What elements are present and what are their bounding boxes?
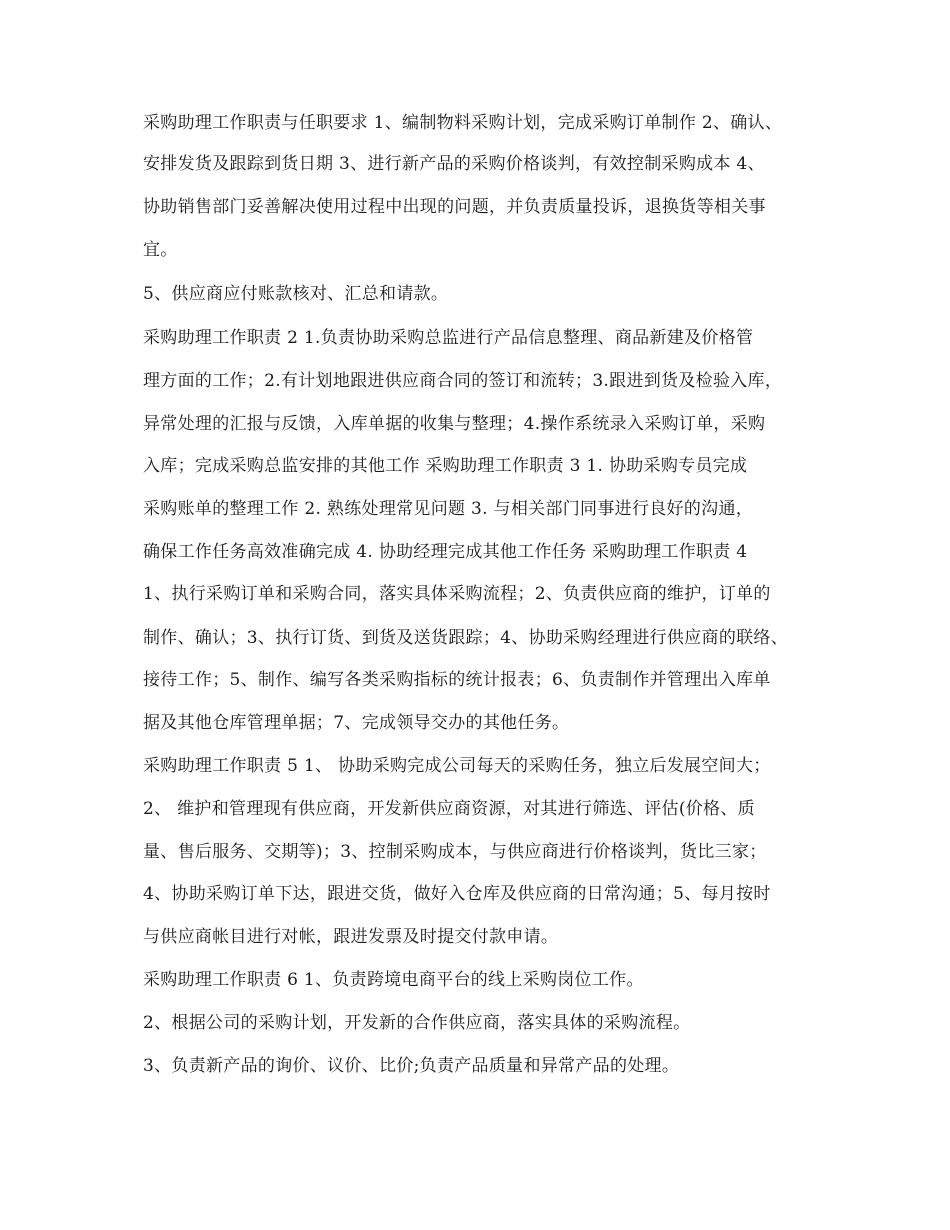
text-line: 宜。: [143, 240, 178, 260]
text-line: 与供应商帐目进行对帐，跟进发票及时提交付款申请。: [143, 927, 559, 947]
text-line: 据及其他仓库管理单据；7、完成领导交办的其他任务。: [143, 713, 570, 733]
text-line: 2、根据公司的采购计划，开发新的合作供应商，落实具体的采购流程。: [143, 1013, 691, 1033]
text-line: 采购助理工作职责 5 1、 协助采购完成公司每天的采购任务，独立后发展空间大；: [143, 756, 771, 776]
text-line: 异常处理的汇报与反馈，入库单据的收集与整理；4.操作系统录入采购订单，采购: [143, 414, 766, 434]
text-line: 理方面的工作；2.有计划地跟进供应商合同的签订和流转；3.跟进到货及检验入库，: [143, 371, 783, 391]
text-line: 3、负责新产品的询价、议价、比价;负责产品质量和异常产品的处理。: [143, 1056, 680, 1076]
text-line: 采购助理工作职责 2 1.负责协助采购总监进行产品信息整理、商品新建及价格管: [143, 328, 754, 348]
text-line: 采购助理工作职责与任职要求 1、编制物料采购计划，完成采购订单制作 2、确认、: [143, 113, 783, 133]
text-line: 安排发货及跟踪到货日期 3、进行新产品的采购价格谈判，有效控制采购成本 4、: [143, 154, 765, 174]
text-line: 4、协助采购订单下达，跟进交货，做好入仓库及供应商的日常沟通；5、每月按时: [143, 884, 771, 904]
text-line: 入库；完成采购总监安排的其他工作 采购助理工作职责 3 1. 协助采购专员完成: [143, 456, 748, 476]
text-line: 2、 维护和管理现有供应商，开发新供应商资源，对其进行筛选、评估(价格、质: [143, 799, 755, 819]
text-line: 1、执行采购订单和采购合同，落实具体采购流程；2、负责供应商的维护，订单的: [143, 584, 771, 604]
text-line: 采购账单的整理工作 2. 熟练处理常见问题 3. 与相关部门同事进行良好的沟通，: [143, 499, 754, 519]
text-line: 协助销售部门妥善解决使用过程中出现的问题，并负责质量投诉，退换货等相关事: [143, 197, 766, 217]
text-line: 制作、确认；3、执行订货、到货及送货跟踪；4、协助采购经理进行供应商的联络、: [143, 628, 789, 648]
text-line: 量、售后服务、交期等)；3、控制采购成本，与供应商进行价格谈判，货比三家；: [143, 842, 767, 862]
text-line: 接待工作；5、制作、编写各类采购指标的统计报表；6、负责制作并管理出入库单: [143, 670, 771, 690]
text-line: 5、供应商应付账款核对、汇总和请款。: [143, 284, 449, 304]
text-line: 采购助理工作职责 6 1、负责跨境电商平台的线上采购岗位工作。: [143, 970, 644, 990]
text-line: 确保工作任务高效准确完成 4. 协助经理完成其他工作任务 采购助理工作职责 4: [143, 542, 748, 562]
